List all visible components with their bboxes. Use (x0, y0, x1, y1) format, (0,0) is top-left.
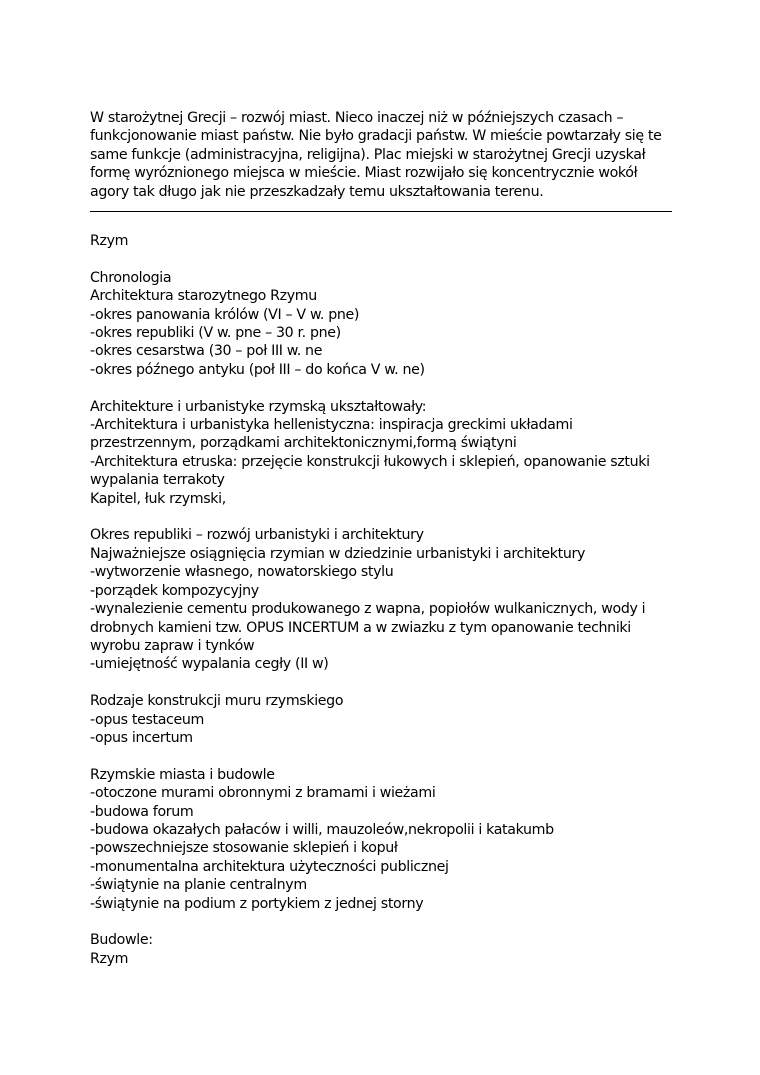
text-line: Architekture i urbanistyke rzymską ukształtowały: (90, 398, 427, 415)
chronology-title: Chronologia (90, 269, 172, 286)
text-line: Najważniejsze osiągnięcia rzymian w dziedzinie urbanistyki i architektury (90, 545, 586, 562)
list-item: -powszechniejsze stosowanie sklepień i kopuł (90, 840, 398, 857)
spacer (90, 508, 680, 526)
list-item: -wynalezienie cementu produkowanego z wapna, popiołów wulkanicznych, wody i (90, 601, 646, 618)
buildings-section (90, 931, 680, 968)
cities-section (90, 766, 680, 913)
chronology-section (90, 269, 680, 379)
list-item: -umiejętność wypalania cegły (II w) (90, 656, 329, 673)
list-item: -otoczone murami obronnymi z bramami i wieżami (90, 785, 436, 802)
list-item: -monumentalna architektura użyteczności publicznej (90, 858, 449, 875)
list-item: -okres późnego antyku (poł III – do końca V w. ne) (90, 361, 425, 378)
list-item: -Architektura etruska: przejęcie konstrukcji łukowych i sklepień, opanowanie sztuki (90, 453, 650, 470)
text-line: agory tak długo jak nie przeszkadzały temu ukształtowania terenu. (90, 183, 544, 200)
spacer (90, 674, 680, 692)
wall-types-section (90, 692, 680, 747)
list-item: -okres panowania królów (VI – V w. pne) (90, 306, 360, 323)
list-item: -okres republiki (V w. pne – 30 r. pne) (90, 325, 341, 342)
list-item: -porządek kompozycyjny (90, 582, 259, 599)
text-line: formę wyróznionego miejsca w mieście. Miast rozwijało się koncentrycznie wokół (90, 165, 638, 182)
list-item: -budowa okazałych pałaców i willi, mauzoleów,nekropolii i katakumb (90, 821, 554, 838)
list-item: -Architektura i urbanistyka hellenistyczna: inspiracja greckimi układami (90, 417, 573, 434)
list-item: -budowa forum (90, 803, 194, 820)
list-item: -okres cesarstwa (30 – poł III w. ne (90, 343, 323, 360)
section-heading: Rzym (90, 233, 129, 250)
spacer (90, 747, 680, 765)
text-line: Kapitel, łuk rzymski, (90, 490, 226, 507)
spacer (90, 212, 680, 232)
text-line: wypalania terrakoty (90, 472, 225, 489)
text-line: Rzym (90, 950, 129, 967)
text-line: Architektura starozytnego Rzymu (90, 288, 317, 305)
text-line: Budowle: (90, 932, 153, 949)
spacer (90, 379, 680, 397)
spacer (90, 250, 680, 268)
list-item: -opus testaceum (90, 711, 204, 728)
list-item: -wytworzenie własnego, nowatorskiego stylu (90, 564, 394, 581)
list-item: -świątynie na podium z portykiem z jednej storny (90, 895, 424, 912)
list-item: -świątynie na planie centralnym (90, 877, 307, 894)
intro-paragraph (90, 109, 680, 201)
text-line: drobnych kamieni tzw. OPUS INCERTUM a w zwiazku z tym opanowanie techniki (90, 619, 631, 636)
text-line: wyrobu zapraw i tynków (90, 637, 255, 654)
text-line: same funkcje (administracyjna, religijna). Plac miejski w starożytnej Grecji uzyskał (90, 146, 646, 163)
spacer (90, 913, 680, 931)
republic-section (90, 526, 680, 673)
text-line: Rzymskie miasta i budowle (90, 766, 275, 783)
document-page (90, 109, 680, 968)
text-line: Okres republiki – rozwój urbanistyki i architektury (90, 527, 424, 544)
text-line: przestrzennym, porządkami architektonicznymi,formą świątyni (90, 435, 517, 452)
text-line: Rodzaje konstrukcji muru rzymskiego (90, 693, 344, 710)
text-line: funkcjonowanie miast państw. Nie było gradacji państw. W mieście powtarzały się te (90, 128, 662, 145)
text-line: W starożytnej Grecji – rozwój miast. Nieco inaczej niż w późniejszych czasach – (90, 110, 624, 126)
list-item: -opus incertum (90, 729, 193, 746)
influences-section (90, 398, 680, 508)
